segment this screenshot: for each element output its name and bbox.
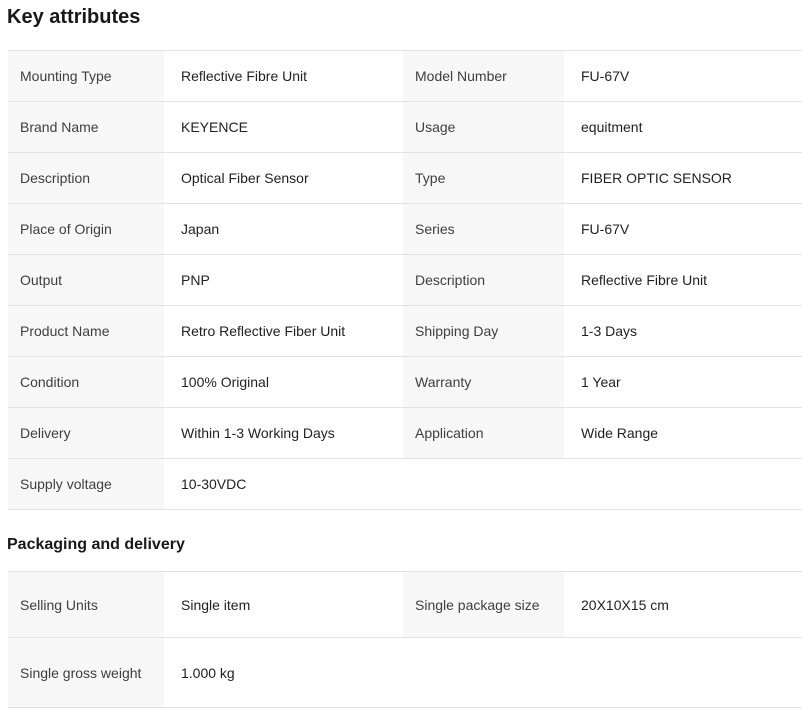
- attribute-label: Description: [403, 255, 564, 305]
- attribute-value: Reflective Fibre Unit: [564, 255, 802, 305]
- attribute-label: Single gross weight: [8, 638, 164, 707]
- attribute-label: Type: [403, 153, 564, 203]
- attribute-value: 100% Original: [164, 357, 403, 407]
- attribute-value: Optical Fiber Sensor: [164, 153, 403, 203]
- attribute-label: Delivery: [8, 408, 164, 458]
- key-attributes-heading: Key attributes: [7, 6, 141, 28]
- attribute-label: Condition: [8, 357, 164, 407]
- table-row: [8, 638, 802, 708]
- attribute-value: Wide Range: [564, 408, 802, 458]
- table-row: [8, 459, 802, 510]
- table-row: [8, 306, 802, 357]
- packaging-delivery-heading: Packaging and delivery: [7, 536, 185, 553]
- key-attributes-table: [8, 50, 802, 510]
- attribute-value: Retro Reflective Fiber Unit: [164, 306, 403, 356]
- table-row: [8, 51, 802, 102]
- table-row: [8, 153, 802, 204]
- attribute-label: Mounting Type: [8, 51, 164, 101]
- table-row: [8, 357, 802, 408]
- table-row: [8, 102, 802, 153]
- attribute-label: Supply voltage: [8, 459, 164, 509]
- attribute-value: FIBER OPTIC SENSOR: [564, 153, 802, 203]
- attribute-value: equitment: [564, 102, 802, 152]
- attribute-value: 10-30VDC: [164, 459, 802, 509]
- attribute-value: KEYENCE: [164, 102, 403, 152]
- attribute-label: Single package size: [403, 572, 564, 637]
- attribute-value: 20X10X15 cm: [564, 572, 802, 637]
- attribute-label: Product Name: [8, 306, 164, 356]
- attribute-value: FU-67V: [564, 51, 802, 101]
- attribute-label: Description: [8, 153, 164, 203]
- attribute-label: Brand Name: [8, 102, 164, 152]
- attribute-value: Reflective Fibre Unit: [164, 51, 403, 101]
- attribute-value: 1-3 Days: [564, 306, 802, 356]
- attribute-label: Place of Origin: [8, 204, 164, 254]
- attribute-value: PNP: [164, 255, 403, 305]
- attribute-label: Application: [403, 408, 564, 458]
- attribute-label: Warranty: [403, 357, 564, 407]
- attribute-value: Japan: [164, 204, 403, 254]
- attribute-value: 1.000 kg: [164, 638, 802, 707]
- attribute-label: Shipping Day: [403, 306, 564, 356]
- packaging-delivery-table: [8, 571, 802, 708]
- attribute-value: FU-67V: [564, 204, 802, 254]
- attribute-label: Model Number: [403, 51, 564, 101]
- table-row: [8, 572, 802, 638]
- attribute-value: Single item: [164, 572, 403, 637]
- attribute-label: Selling Units: [8, 572, 164, 637]
- attribute-label: Series: [403, 204, 564, 254]
- attribute-value: 1 Year: [564, 357, 802, 407]
- attribute-value: Within 1-3 Working Days: [164, 408, 403, 458]
- table-row: [8, 408, 802, 459]
- table-row: [8, 255, 802, 306]
- attribute-label: Usage: [403, 102, 564, 152]
- table-row: [8, 204, 802, 255]
- attribute-label: Output: [8, 255, 164, 305]
